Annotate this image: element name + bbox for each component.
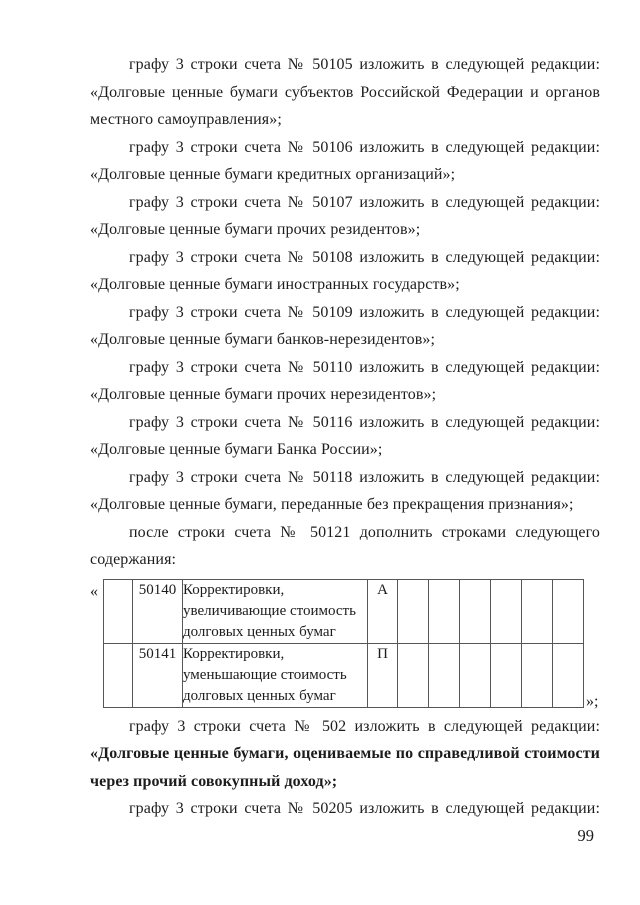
text-line: «Долговые ценные бумаги банков-нерезидентов»; — [90, 331, 436, 348]
empty-cell — [398, 579, 429, 643]
account-name-line: уменьшающие стоимость — [183, 666, 347, 683]
text-line: «Долговые ценные бумаги Банка России»; — [90, 441, 383, 458]
account-name-cell — [183, 579, 368, 643]
empty-cell — [460, 579, 491, 643]
accounts-table — [103, 579, 584, 708]
account-type-cell: П — [368, 643, 398, 707]
document-body — [90, 51, 600, 823]
empty-cell — [522, 643, 553, 707]
account-name-line: Корректировки, — [183, 581, 285, 598]
text-line: «Долговые ценные бумаги прочих резидентов»; — [90, 221, 421, 238]
text-line: «Долговые ценные бумаги, оцениваемые по справедливой стоимости — [90, 745, 600, 762]
empty-cell — [398, 643, 429, 707]
text-line: графу 3 строки счета № 502 изложить в следующей редакции: — [129, 717, 600, 735]
empty-cell — [429, 643, 460, 707]
table-row — [104, 643, 584, 707]
table-row — [104, 579, 584, 643]
account-name-line: Корректировки, — [183, 645, 285, 662]
account-name-line: долговых ценных бумаг — [183, 687, 336, 704]
page-number: 99 — [577, 826, 594, 845]
empty-cell — [522, 579, 553, 643]
account-number-cell: 50140 — [133, 579, 183, 643]
text-line: графу 3 строки счета № 50109 изложить в следующей редакции: — [129, 303, 600, 321]
text-line: содержания: — [90, 551, 177, 568]
text-line: «Долговые ценные бумаги, переданные без прекращения признания»; — [90, 496, 574, 513]
empty-cell — [429, 579, 460, 643]
empty-cell — [460, 643, 491, 707]
accounts-table-block — [90, 579, 600, 708]
text-line: после строки счета № 50121 дополнить строками следующего — [129, 523, 600, 541]
text-line: «Долговые ценные бумаги кредитных организаций»; — [90, 166, 456, 183]
text-line: графу 3 строки счета № 50110 изложить в следующей редакции: — [129, 358, 600, 376]
empty-cell — [553, 579, 584, 643]
empty-cell — [553, 643, 584, 707]
text-line: графу 3 строки счета № 50116 изложить в следующей редакции: — [129, 413, 600, 431]
empty-cell — [491, 579, 522, 643]
text-line: «Долговые ценные бумаги субъектов Российской Федерации и органов — [90, 83, 600, 101]
text-line: через прочий совокупный доход»; — [90, 772, 338, 790]
text-line: местного самоуправления»; — [90, 111, 282, 128]
text-line: графу 3 строки счета № 50106 изложить в следующей редакции: — [129, 138, 600, 156]
text-line: графу 3 строки счета № 50107 изложить в следующей редакции: — [129, 193, 600, 211]
open-quote-mark: « — [90, 582, 98, 600]
account-type-cell: А — [368, 579, 398, 643]
text-line: графу 3 строки счета № 50118 изложить в следующей редакции: — [129, 468, 600, 486]
empty-cell — [104, 579, 133, 643]
empty-cell — [491, 643, 522, 707]
text-line: «Долговые ценные бумаги иностранных государств»; — [90, 276, 460, 293]
empty-cell — [104, 643, 133, 707]
text-line: графу 3 строки счета № 50105 изложить в следующей редакции: — [129, 56, 600, 73]
account-name-line: долговых ценных бумаг — [183, 623, 336, 640]
account-number-cell: 50141 — [133, 643, 183, 707]
text-line: графу 3 строки счета № 50108 изложить в следующей редакции: — [129, 248, 600, 266]
text-line: графу 3 строки счета № 50205 изложить в следующей редакции: — [129, 800, 600, 817]
account-name-cell — [183, 643, 368, 707]
account-name-line: увеличивающие стоимость — [183, 602, 356, 619]
close-quote-mark: »; — [586, 692, 599, 710]
text-line: «Долговые ценные бумаги прочих нерезидентов»; — [90, 386, 437, 403]
